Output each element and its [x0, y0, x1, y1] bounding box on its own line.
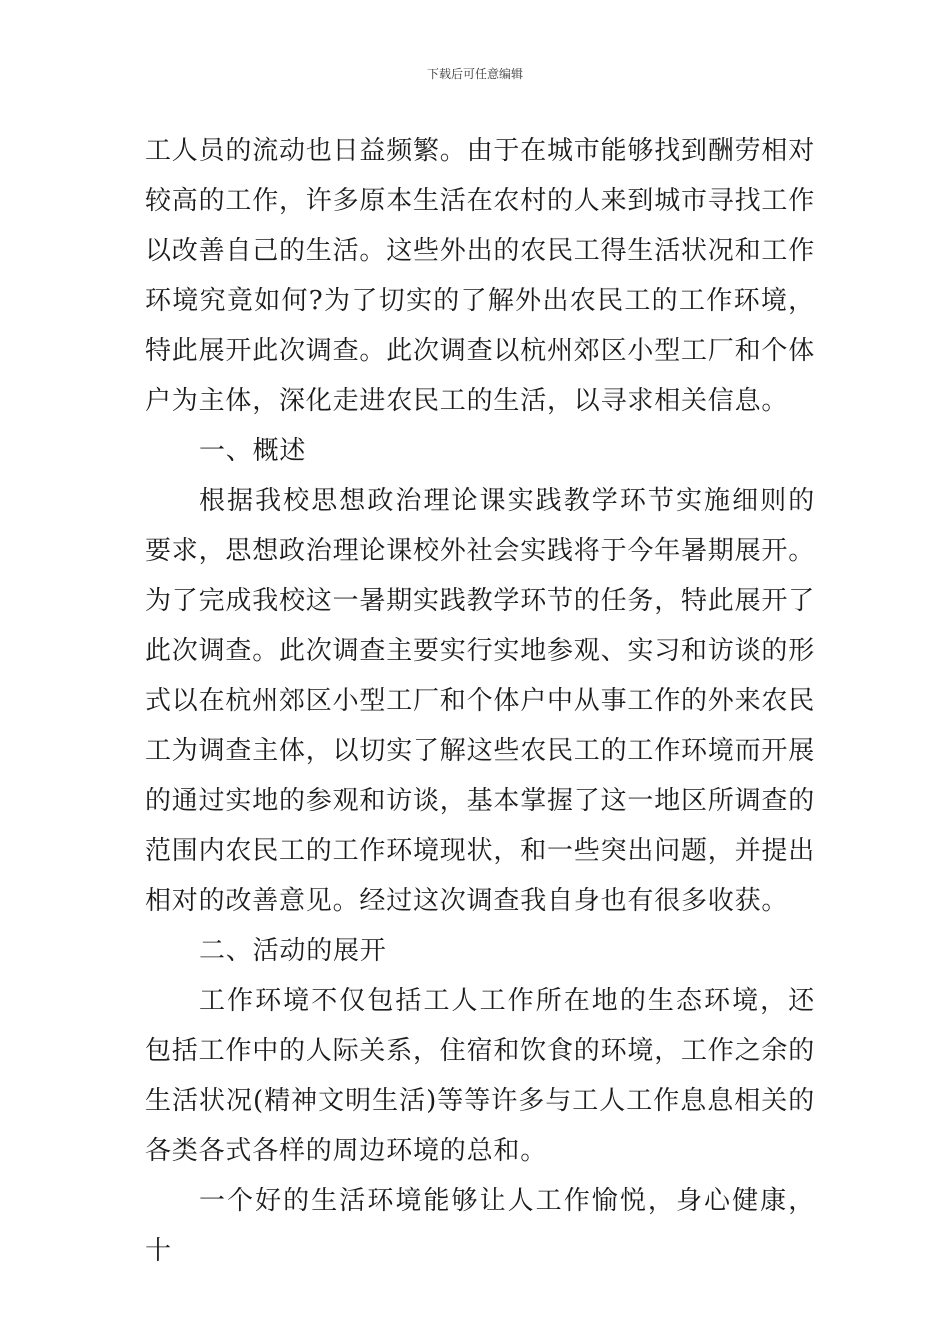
- document-body: [145, 126, 815, 1276]
- section-heading-overview: 一、概述: [199, 436, 307, 466]
- page-header-note: 下载后可任意编辑: [426, 67, 523, 81]
- paragraph-work-environment: 工作环境不仅包括工人工作所在地的生态环境，还包括工作中的人际关系，住宿和饮食的环境，工作之余的生活状况(精神文明生活)等等许多与工人工作息息相关的各类各式各样的周边环境的总和。: [145, 986, 816, 1166]
- paragraph-overview: 根据我校思想政治理论课实践教学环节实施细则的要求，思想政治理论课校外社会实践将于今年暑期展开。为了完成我校这一暑期实践教学环节的任务，特此展开了此次调查。此次调查主要实行实地参观、实习和访谈的形式以在杭州郊区小型工厂和个体户中从事工作的外来农民工为调查主体，以切实了解这些农民工的工作环境而开展的通过实地的参观和访谈，基本掌握了这一地区所调查的范围内农民工的工作环境现状，和一些突出问题，并提出相对的改善意见。经过这次调查我自身也有很多收获。: [145, 486, 816, 916]
- paragraph-living-environment: 一个好的生活环境能够让人工作愉悦，身心健康，十: [145, 1186, 815, 1266]
- paragraph-intro-continued: 工人员的流动也日益频繁。由于在城市能够找到酬劳相对较高的工作，许多原本生活在农村的人来到城市寻找工作以改善自己的生活。这些外出的农民工得生活状况和工作环境究竟如何?为了切实的了解外出农民工的工作环境，特此展开此次调查。此次调查以杭州郊区小型工厂和个体户为主体，深化走进农民工的生活，以寻求相关信息。: [145, 136, 816, 416]
- section-heading-activity: 二、活动的展开: [199, 936, 387, 966]
